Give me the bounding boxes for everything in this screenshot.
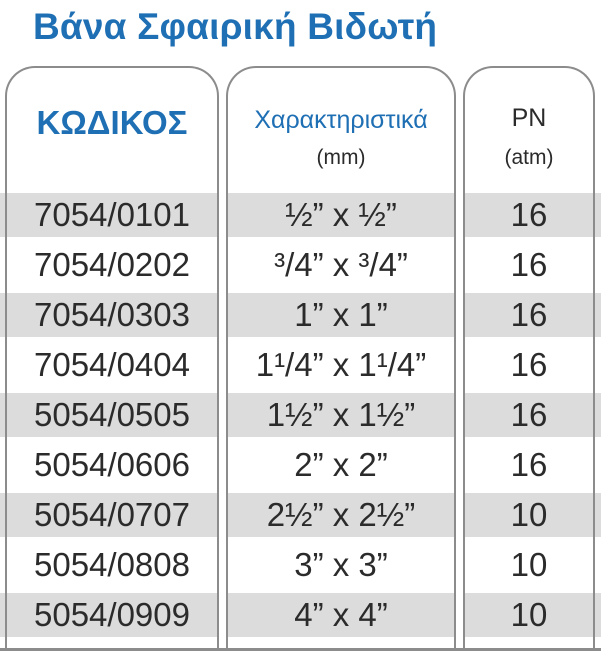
cell-pn: 10 bbox=[510, 496, 548, 533]
cell-pn: 16 bbox=[510, 396, 548, 433]
cell-spec: 2½” x 2½” bbox=[266, 496, 416, 533]
cell-pn: 16 bbox=[510, 296, 548, 333]
cell-code: 7054/0202 bbox=[34, 246, 190, 283]
cell-code: 5054/0808 bbox=[34, 546, 190, 583]
cell-spec: ³/4” x ³/4” bbox=[274, 246, 408, 283]
cell-pn: 16 bbox=[510, 346, 548, 383]
cell-pn: 10 bbox=[510, 596, 548, 633]
header-pn-unit: (atm) bbox=[504, 146, 554, 169]
cell-code: 5054/0505 bbox=[34, 396, 190, 433]
cell-pn: 16 bbox=[510, 196, 548, 233]
cell-code: 5054/0707 bbox=[34, 496, 190, 533]
header-code: ΚΩΔΙΚΟΣ bbox=[36, 104, 188, 141]
cell-code: 7054/0101 bbox=[34, 196, 190, 233]
cell-pn: 10 bbox=[510, 546, 548, 583]
cell-code: 7054/0404 bbox=[34, 346, 190, 383]
cell-pn: 16 bbox=[510, 246, 548, 283]
header-spec-unit: (mm) bbox=[316, 146, 366, 169]
cell-code: 5054/0909 bbox=[34, 596, 190, 633]
cell-code: 7054/0303 bbox=[34, 296, 190, 333]
header-spec: Χαρακτηριστικά bbox=[254, 106, 428, 134]
cell-pn: 16 bbox=[510, 446, 548, 483]
cell-spec: 1¹/4” x 1¹/4” bbox=[255, 346, 427, 383]
cell-spec: 3” x 3” bbox=[294, 546, 388, 583]
cell-spec: 2” x 2” bbox=[294, 446, 388, 483]
cell-spec: ½” x ½” bbox=[285, 196, 397, 233]
table-bottom-rule bbox=[0, 648, 601, 651]
cell-spec: 1” x 1” bbox=[294, 296, 388, 333]
cell-spec: 1½” x 1½” bbox=[266, 396, 416, 433]
page-title: Βάνα Σφαιρική Βιδωτή bbox=[33, 6, 438, 47]
cell-code: 5054/0606 bbox=[34, 446, 190, 483]
header-pn: PN bbox=[511, 104, 547, 132]
cell-spec: 4” x 4” bbox=[294, 596, 388, 633]
